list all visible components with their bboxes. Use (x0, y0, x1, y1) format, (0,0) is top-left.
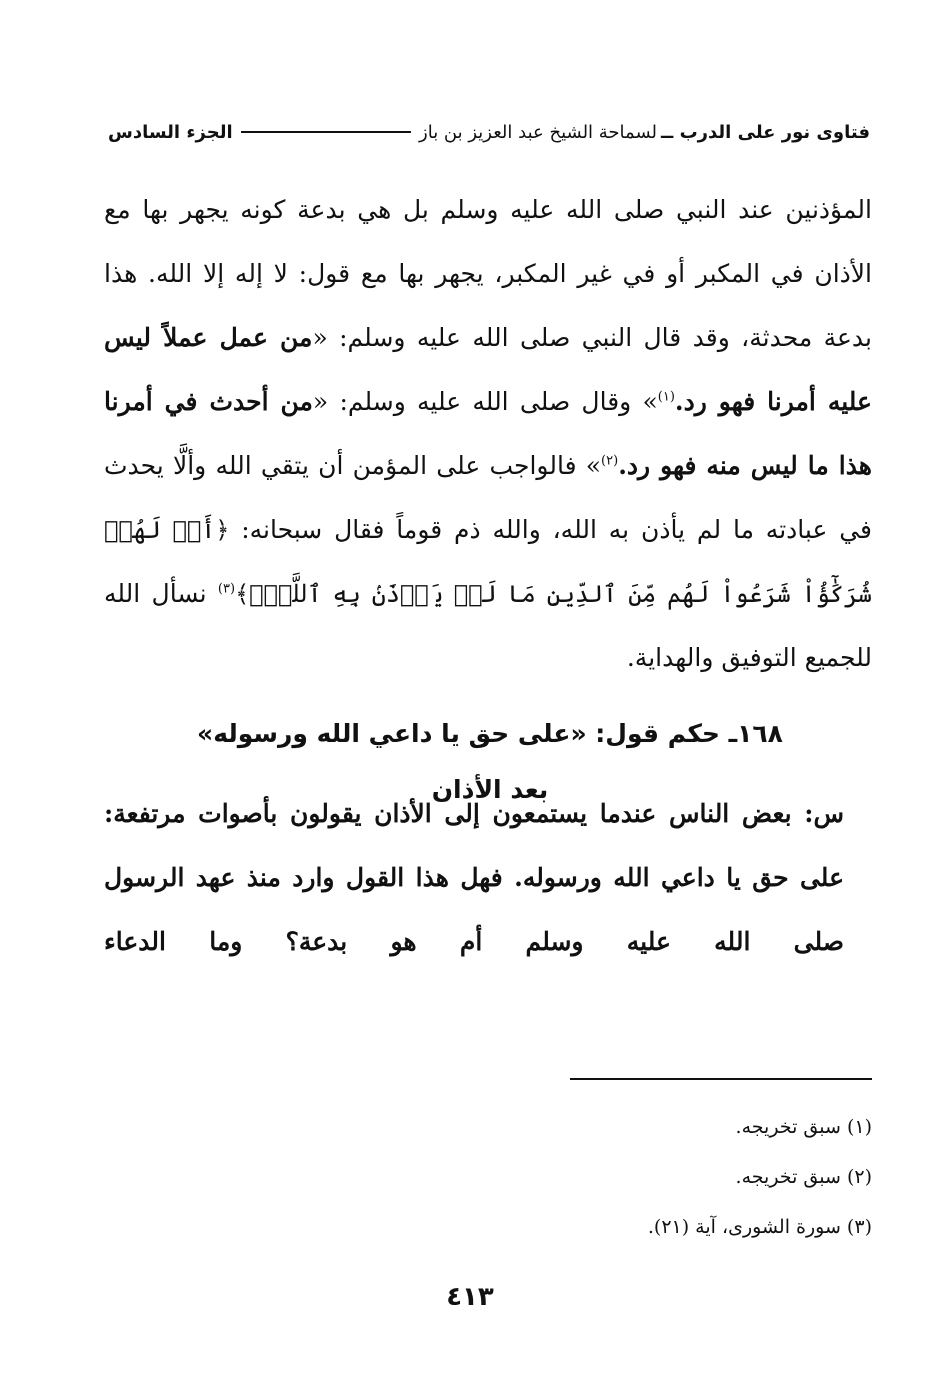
footnotes (500, 1102, 872, 1252)
page-number: ٤١٣ (446, 1282, 494, 1312)
question-paragraph: س: بعض الناس عندما يستمعون إلى الأذان يقولون بأصوات مرتفعة: على حق يا داعي الله ورسوله. فهل هذا القول وارد منذ عهد الرسول صلى الله عليه وسلم أم هو بدعة؟ وما الدعاء (104, 799, 844, 956)
footnote-separator (570, 1078, 872, 1080)
header-rule (241, 131, 411, 133)
book-title: فتاوى نور على الدرب ــ (661, 121, 870, 143)
body-text-segment: المؤذنين عند النبي صلى الله عليه وسلم بل هي بدعة كونه يجهر بها مع الأذان في المكبر أو في غير المكبر، يجهر بها مع قول: لا إله إلا الله. هذا بدعة محدثة، وقد قال النبي صلى الله عليه وسلم: « (104, 195, 872, 352)
volume-label: الجزء السادس (108, 121, 233, 143)
body-text-segment: » فالواجب على المؤمن أن يتقي الله وألَّا يحدث في عبادته ما لم يأذن به الله، والله ذم قوماً فقال سبحانه: (104, 451, 872, 544)
hadith-quote: من عمل عملاً ليس عليه أمرنا فهو رد. (104, 323, 872, 416)
footnote-ref[interactable]: (٢) (601, 453, 619, 469)
author-name: لسماحة الشيخ عبد العزيز بن باز (419, 121, 657, 143)
footnote-item: (١) سبق تخريجه. (735, 1116, 872, 1138)
footnote-item: (٢) سبق تخريجه. (735, 1166, 872, 1188)
section-heading: ١٦٨ـ حكم قول: «على حق يا داعي الله ورسوله» بعد الأذان (197, 719, 783, 804)
footnote-item: (٣) سورة الشورى، آية (٢١). (647, 1216, 872, 1238)
body-text-segment: نسأل الله للجميع التوفيق والهداية. (104, 579, 872, 672)
footnote-ref[interactable]: (٣) (217, 581, 236, 597)
answer-paragraph (104, 178, 872, 690)
quran-verse: ﴿أَمۡ لَهُمۡ شُرَكَٰٓؤُاْ شَرَعُواْ لَهُم مِّنَ ٱلدِّينِ مَا لَمۡ يَأۡذَنۢ بِهِ ٱللَّهُۚ﴾ (104, 516, 872, 608)
body-text-segment: » وقال صلى الله عليه وسلم: « (312, 387, 658, 416)
footnote-ref[interactable]: (١) (657, 389, 675, 405)
running-header (108, 112, 870, 152)
hadith-quote: من أحدث في أمرنا هذا ما ليس منه فهو رد. (104, 387, 872, 480)
